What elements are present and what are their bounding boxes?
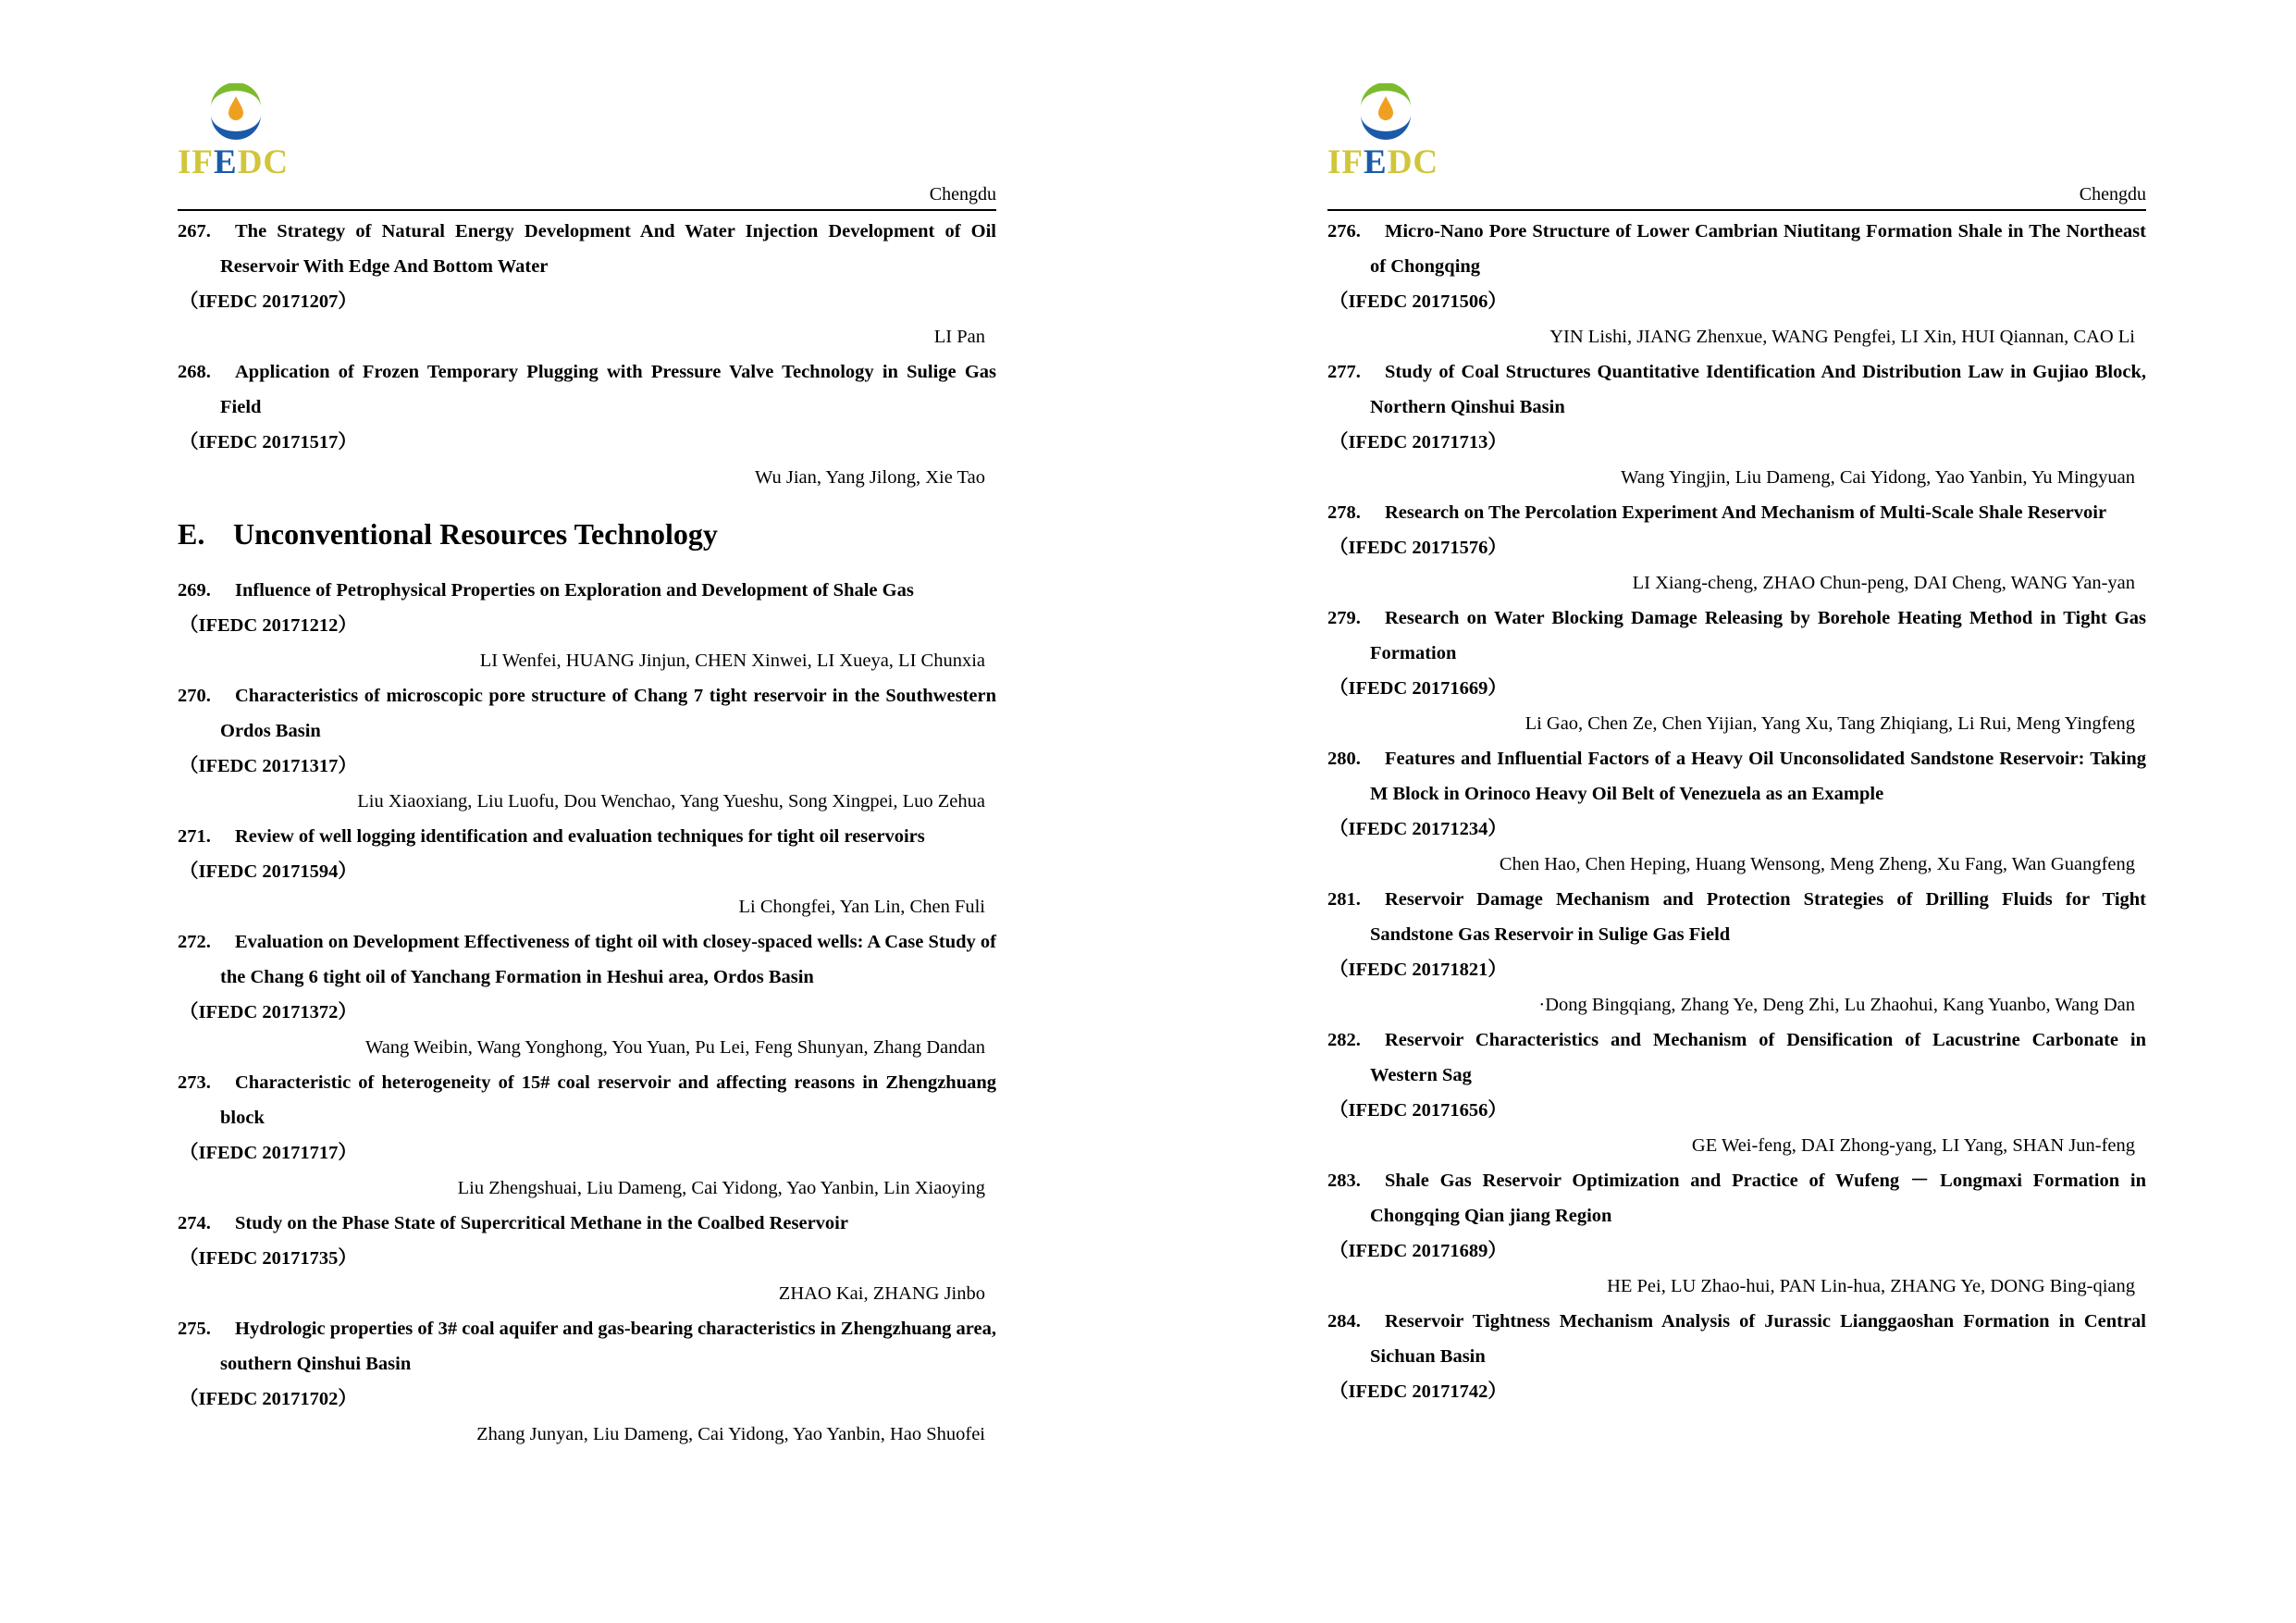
entry-code: （IFEDC 20171576） <box>1329 538 1507 558</box>
entry-282 <box>1327 1022 2146 1163</box>
entry-code: （IFEDC 20171742） <box>1329 1381 1507 1402</box>
entry-272 <box>178 924 996 1065</box>
entry-title <box>178 1311 996 1381</box>
entry-title <box>178 1206 996 1241</box>
ifedc-logo-icon <box>205 83 266 141</box>
entry-268 <box>178 354 996 495</box>
entry-code: （IFEDC 20171234） <box>1329 819 1507 839</box>
entry-title-text: Shale Gas Reservoir Optimization and Practice of Wufeng － Longmaxi Formation in Chongqing Qian jiang Region <box>1370 1171 2146 1226</box>
entry-title-text: Micro-Nano Pore Structure of Lower Cambrian Niutitang Formation Shale in The Northeast of Chongqing <box>1370 221 2146 277</box>
entry-281 <box>1327 882 2146 1022</box>
entry-title <box>178 819 996 854</box>
entry-title-text: Study of Coal Structures Quantitative Identification And Distribution Law in Gujiao Block, Northern Qinshui Basin <box>1370 362 2146 417</box>
entry-number: 274. <box>178 1213 211 1233</box>
entry-title <box>178 573 996 608</box>
entry-code: （IFEDC 20171372） <box>179 1002 357 1022</box>
entry-269 <box>178 573 996 678</box>
entry-number: 282. <box>1327 1030 1361 1050</box>
entry-number: 271. <box>178 826 211 847</box>
entry-code: （IFEDC 20171821） <box>1329 960 1507 980</box>
entry-authors: Zhang Junyan, Liu Dameng, Cai Yidong, Yao Yanbin, Hao Shuofei <box>476 1424 985 1444</box>
entry-code: （IFEDC 20171702） <box>179 1389 357 1409</box>
entry-title <box>1327 1304 2146 1374</box>
entry-title-text: Research on Water Blocking Damage Releasing by Borehole Heating Method in Tight Gas Formation <box>1370 608 2146 663</box>
entry-authors: Li Gao, Chen Ze, Chen Yijian, Yang Xu, Tang Zhiqiang, Li Rui, Meng Yingfeng <box>1524 713 2135 734</box>
entry-authors: HE Pei, LU Zhao-hui, PAN Lin-hua, ZHANG Ye, DONG Bing-qiang <box>1607 1276 2135 1296</box>
entry-number: 279. <box>1327 608 1361 628</box>
entry-authors: LI Wenfei, HUANG Jinjun, CHEN Xinwei, LI Xueya, LI Chunxia <box>479 650 985 671</box>
entry-code: （IFEDC 20171689） <box>1329 1241 1507 1261</box>
left-entries <box>178 214 996 1452</box>
entry-title <box>1327 1163 2146 1233</box>
entry-number: 268. <box>178 362 211 382</box>
entry-title-text: Characteristics of microscopic pore structure of Chang 7 tight reservoir in the Southwestern Ordos Basin <box>220 686 996 741</box>
entry-267 <box>178 214 996 354</box>
logo-wordmark: IFEDC <box>1327 143 1439 181</box>
entry-number: 275. <box>178 1319 211 1339</box>
entry-number: 273. <box>178 1072 211 1093</box>
entry-authors: Li Chongfei, Yan Lin, Chen Fuli <box>738 897 985 917</box>
entry-authors: GE Wei-feng, DAI Zhong-yang, LI Yang, SHAN Jun-feng <box>1691 1135 2135 1156</box>
entry-number: 281. <box>1327 889 1361 910</box>
entry-title-text: Reservoir Damage Mechanism and Protection Strategies of Drilling Fluids for Tight Sandstone Gas Reservoir in Sulige Gas Field <box>1370 889 2146 945</box>
entry-authors: Liu Xiaoxiang, Liu Luofu, Dou Wenchao, Yang Yueshu, Song Xingpei, Luo Zehua <box>357 791 985 812</box>
entry-title-text: Research on The Percolation Experiment And Mechanism of Multi-Scale Shale Reservoir <box>1385 502 2107 523</box>
entry-title <box>1327 741 2146 812</box>
entry-title <box>1327 882 2146 952</box>
entry-number: 267. <box>178 221 211 242</box>
entry-279 <box>1327 601 2146 741</box>
entry-code: （IFEDC 20171669） <box>1329 678 1507 699</box>
entry-title <box>178 214 996 284</box>
entry-authors: Wang Weibin, Wang Yonghong, You Yuan, Pu Lei, Feng Shunyan, Zhang Dandan <box>364 1037 985 1058</box>
entry-number: 269. <box>178 580 211 601</box>
ifedc-logo <box>1327 83 1443 185</box>
section-heading <box>178 515 996 552</box>
entry-code: （IFEDC 20171717） <box>179 1143 357 1163</box>
entry-number: 280. <box>1327 749 1361 769</box>
entry-number: 284. <box>1327 1311 1361 1332</box>
entry-title-text: Review of well logging identification and evaluation techniques for tight oil reservoirs <box>235 826 925 847</box>
entry-number: 277. <box>1327 362 1361 382</box>
entry-title-text: Reservoir Characteristics and Mechanism of Densification of Lacustrine Carbonate in Western Sag <box>1370 1030 2146 1085</box>
entry-title-text: Hydrologic properties of 3# coal aquifer and gas-bearing characteristics in Zhengzhuang area, southern Qinshui Basin <box>220 1319 997 1374</box>
entry-code: （IFEDC 20171713） <box>1329 432 1507 452</box>
entry-title-text: Influence of Petrophysical Properties on Exploration and Development of Shale Gas <box>235 580 914 601</box>
entry-number: 272. <box>178 932 211 952</box>
entry-code: （IFEDC 20171594） <box>179 861 357 882</box>
entry-title <box>1327 495 2146 530</box>
entry-title <box>1327 601 2146 671</box>
entry-title-text: Evaluation on Development Effectiveness of tight oil with closey-spaced wells: A Case Study of the Chang 6 tight oil of Yanchang Formation in Heshui area, Ordos Basin <box>220 932 996 987</box>
ifedc-logo-icon <box>1355 83 1416 141</box>
entry-title <box>1327 1022 2146 1093</box>
entry-271 <box>178 819 996 924</box>
right-page <box>1327 0 2146 1623</box>
entry-title-text: Study on the Phase State of Supercritical Methane in the Coalbed Reservoir <box>235 1213 848 1233</box>
entry-authors: ZHAO Kai, ZHANG Jinbo <box>778 1283 985 1304</box>
entry-code: （IFEDC 20171207） <box>179 291 357 312</box>
entry-title-text: Application of Frozen Temporary Plugging with Pressure Valve Technology in Sulige Gas Field <box>220 362 996 417</box>
entry-code: （IFEDC 20171317） <box>179 756 357 776</box>
section-letter: E. <box>178 517 205 551</box>
entry-authors: Liu Zhengshuai, Liu Dameng, Cai Yidong, Yao Yanbin, Lin Xiaoying <box>457 1178 985 1198</box>
entry-title <box>178 924 996 995</box>
entry-authors: LI Pan <box>933 327 985 347</box>
section-title: Unconventional Resources Technology <box>233 517 718 551</box>
entry-code: （IFEDC 20171212） <box>179 615 357 636</box>
entry-title <box>178 1065 996 1135</box>
left-page <box>178 0 996 1623</box>
header-divider <box>1327 209 2146 211</box>
entry-284 <box>1327 1304 2146 1409</box>
entry-title <box>178 354 996 425</box>
header-city: Chengdu <box>2079 184 2146 204</box>
entry-authors: ·Dong Bingqiang, Zhang Ye, Deng Zhi, Lu Zhaohui, Kang Yuanbo, Wang Dan <box>1538 995 2135 1015</box>
entry-title-text: Reservoir Tightness Mechanism Analysis of Jurassic Lianggaoshan Formation in Central Sichuan Basin <box>1370 1311 2146 1367</box>
entry-number: 283. <box>1327 1171 1361 1191</box>
entry-270 <box>178 678 996 819</box>
logo-wordmark: IFEDC <box>178 143 290 181</box>
entry-title-text: Characteristic of heterogeneity of 15# coal reservoir and affecting reasons in Zhengzhuang block <box>220 1072 996 1128</box>
entry-code: （IFEDC 20171506） <box>1329 291 1507 312</box>
entry-authors: LI Xiang-cheng, ZHAO Chun-peng, DAI Cheng, WANG Yan-yan <box>1632 573 2135 593</box>
entry-273 <box>178 1065 996 1206</box>
entry-title-text: The Strategy of Natural Energy Development And Water Injection Development of Oil Reservoir With Edge And Bottom Water <box>220 221 996 277</box>
entry-title <box>1327 354 2146 425</box>
right-entries <box>1327 214 2146 1409</box>
entry-278 <box>1327 495 2146 601</box>
entry-code: （IFEDC 20171656） <box>1329 1100 1507 1121</box>
ifedc-logo <box>178 83 293 185</box>
entry-title-text: Features and Influential Factors of a Heavy Oil Unconsolidated Sandstone Reservoir: Taking M Block in Orinoco Heavy Oil Belt of Venezuela as an Example <box>1370 749 2146 804</box>
entry-title <box>1327 214 2146 284</box>
header-divider <box>178 209 996 211</box>
entry-authors: Wu Jian, Yang Jilong, Xie Tao <box>754 467 985 488</box>
entry-number: 276. <box>1327 221 1361 242</box>
entry-283 <box>1327 1163 2146 1304</box>
entry-code: （IFEDC 20171735） <box>179 1248 357 1269</box>
entry-280 <box>1327 741 2146 882</box>
entry-number: 270. <box>178 686 211 706</box>
entry-number: 278. <box>1327 502 1361 523</box>
entry-code: （IFEDC 20171517） <box>179 432 357 452</box>
entry-authors: Wang Yingjin, Liu Dameng, Cai Yidong, Yao Yanbin, Yu Mingyuan <box>1621 467 2135 488</box>
entry-275 <box>178 1311 996 1452</box>
header-city: Chengdu <box>929 184 996 204</box>
entry-276 <box>1327 214 2146 354</box>
entry-title <box>178 678 996 749</box>
entry-authors: Chen Hao, Chen Heping, Huang Wensong, Meng Zheng, Xu Fang, Wan Guangfeng <box>1499 854 2135 874</box>
entry-277 <box>1327 354 2146 495</box>
entry-274 <box>178 1206 996 1311</box>
entry-authors: YIN Lishi, JIANG Zhenxue, WANG Pengfei, LI Xin, HUI Qiannan, CAO Li <box>1549 327 2135 347</box>
